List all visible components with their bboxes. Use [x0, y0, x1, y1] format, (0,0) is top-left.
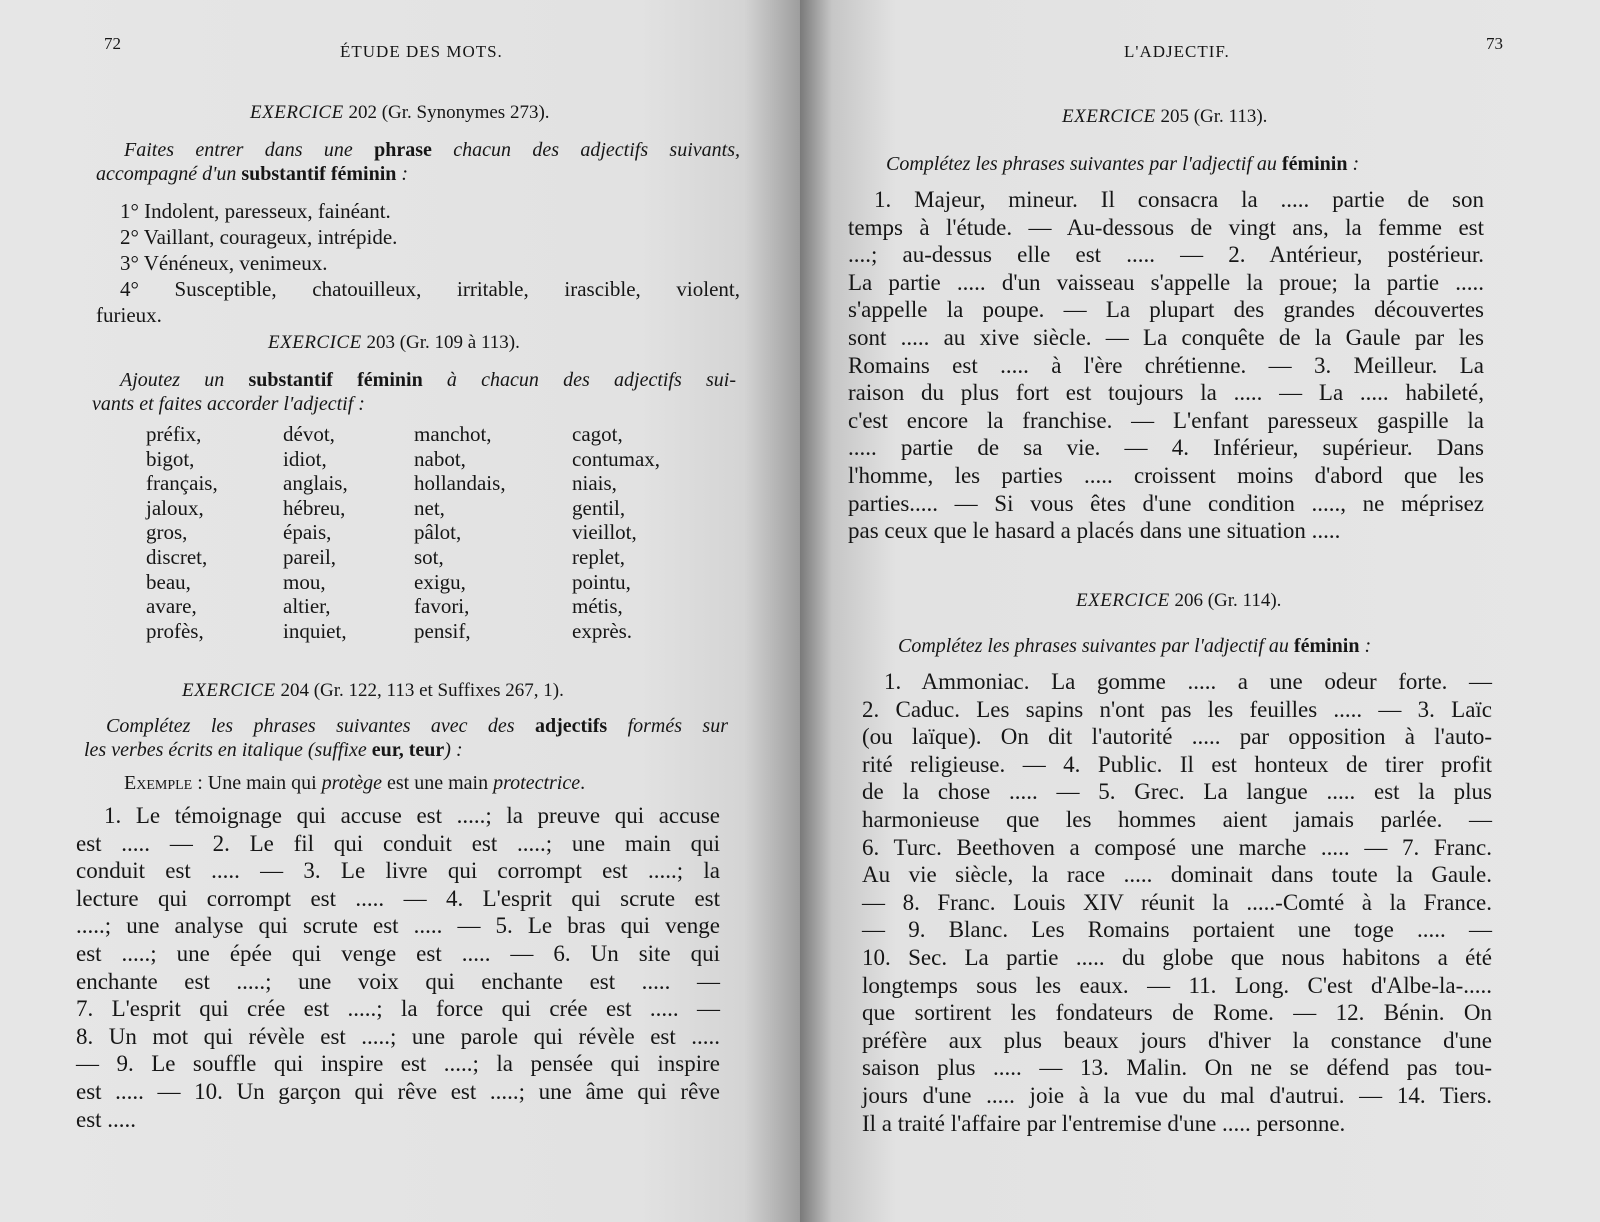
text-line: pas ceux que le hasard a placés dans une situation .....: [848, 518, 1341, 544]
list-item: furieux.: [96, 303, 162, 327]
word: hébreu,: [283, 495, 346, 520]
word: pâlot,: [414, 520, 462, 545]
word: niais,: [572, 471, 617, 496]
word: jaloux,: [146, 495, 204, 520]
exercise-205-passage: [848, 186, 1484, 545]
word: manchot,: [414, 422, 492, 446]
word: dévot,: [283, 422, 335, 446]
word: net,: [414, 495, 445, 520]
text-line: préfère aux plus beaux jours d'hiver la constance d'une: [862, 1027, 1492, 1053]
text-line: jours d'une ..... joie à la vue du mal d'autrui. — 14. Tiers.: [862, 1082, 1492, 1108]
list-item: 2° Vaillant, courageux, intrépide.: [120, 225, 398, 249]
adjective-word-table: [146, 422, 706, 652]
text-line: 1. Ammoniac. La gomme ..... a une odeur forte. —: [884, 669, 1492, 694]
text-line: s'appelle la poupe. — La plupart des grandes découvertes: [848, 297, 1484, 323]
word: contumax,: [572, 446, 661, 471]
text-line: rité religieuse. — 4. Public. Il est honteux de tirer profit: [862, 751, 1492, 777]
exercise-206-title: EXERCICE 206 (Gr. 114).: [1076, 590, 1282, 611]
text-line: 2. Caduc. Les sapins n'ont pas les feuilles ..... — 3. Laïc: [862, 696, 1492, 722]
text-line: harmonieuse que les hommes aient jamais parlée. —: [862, 806, 1492, 832]
right-page: [800, 0, 1600, 1222]
running-head: ÉTUDE DES MOTS.: [340, 42, 503, 61]
word: exigu,: [414, 569, 466, 594]
word: cagot,: [572, 422, 623, 446]
text-line: ..... partie de sa vie. — 4. Inférieur, supérieur. Dans: [848, 435, 1484, 461]
text-line: Il a traité l'affaire par l'entremise d'une ..... personne.: [862, 1110, 1346, 1136]
text-line: La partie ..... d'un vaisseau s'appelle la proue; la partie .....: [848, 269, 1484, 295]
word: préfix,: [146, 422, 202, 446]
exercise-203-instruction: Ajoutez un substantif féminin à chacun des adjectifs sui- vants et faites accorder l'adjectif :: [92, 369, 736, 415]
text-line: de la chose ..... — 5. Grec. La langue ..... est la plus: [862, 779, 1492, 805]
exercise-204-title: EXERCICE 204 (Gr. 122, 113 et Suffixes 267, 1).: [182, 680, 564, 701]
list-item: 1° Indolent, paresseux, fainéant.: [120, 199, 391, 223]
word: replet,: [572, 544, 626, 569]
word: pointu,: [572, 569, 631, 594]
word: mou,: [283, 569, 326, 594]
word-column-1: [146, 422, 286, 643]
word: hollandais,: [414, 471, 506, 496]
text-line: l'homme, les parties ..... croissent moins d'abord que les: [848, 462, 1484, 488]
text-line: longtemps sous les eaux. — 11. Long. C'est d'Albe-la-.....: [862, 972, 1492, 998]
exercise-205-instruction: Complétez les phrases suivantes par l'adjectif au féminin :: [886, 153, 1360, 175]
word: pensif,: [414, 618, 471, 643]
exercise-204-example: Exemple : Une main qui protège est une main protectrice.: [124, 772, 586, 794]
text-line: lecture qui corrompt est ..... — 4. L'esprit qui scrute est: [76, 885, 720, 911]
word: nabot,: [414, 446, 466, 471]
word: exprès.: [572, 618, 633, 643]
running-head: L'ADJECTIF.: [1124, 42, 1230, 61]
exercise-206-passage: [862, 668, 1492, 1137]
word-column-3: [414, 422, 554, 643]
list-item: 3° Vénéneux, venimeux.: [120, 251, 328, 275]
word: français,: [146, 471, 218, 496]
word: sot,: [414, 544, 444, 569]
text-line: temps à l'étude. — Au-dessous de vingt ans, la femme est: [848, 214, 1484, 240]
text-line: c'est encore la franchise. — L'enfant paresseux gaspille la: [848, 407, 1484, 433]
text-line: .....; une analyse qui scrute est ..... — 5. Le bras qui venge: [76, 913, 720, 939]
text-line: 7. L'esprit qui crée est .....; la force qui crée est ..... —: [76, 996, 720, 1022]
text-line: que sortirent les fondateurs de Rome. — 12. Bénin. On: [862, 1000, 1492, 1026]
word: bigot,: [146, 446, 195, 471]
text-line: est .....: [76, 1106, 137, 1132]
word: épais,: [283, 520, 332, 545]
word: pareil,: [283, 544, 337, 569]
text-line: 1. Le témoignage qui accuse est .....; la preuve qui accuse: [104, 803, 720, 828]
exercise-203-title: EXERCICE 203 (Gr. 109 à 113).: [268, 332, 520, 353]
exercise-202-title: EXERCICE 202 (Gr. Synonymes 273).: [250, 102, 550, 123]
text-line: — 8. Franc. Louis XIV réunit la .....-Comté à la France.: [862, 889, 1492, 915]
word: vieillot,: [572, 520, 637, 545]
text-line: enchante est .....; une voix qui enchante est ..... —: [76, 968, 720, 994]
word: anglais,: [283, 471, 348, 496]
text-line: raison du plus fort est toujours la ..... — La ..... habileté,: [848, 380, 1484, 406]
word: avare,: [146, 594, 197, 619]
text-line: parties..... — Si vous êtes d'une condition ....., ne méprisez: [848, 490, 1484, 516]
text-line: est ..... — 10. Un garçon qui rêve est .....; une âme qui rêve: [76, 1078, 720, 1104]
text-line: 6. Turc. Beethoven a composé une marche ..... — 7. Franc.: [862, 834, 1492, 860]
word: gentil,: [572, 495, 626, 520]
exercise-202-instruction: Faites entrer dans une phrase chacun des adjectifs suivants, accompagné d'un substantif féminin :: [96, 139, 740, 185]
exercise-204-passage: [76, 802, 720, 1133]
text-line: sont ..... au xive siècle. — La conquête de la Gaule par les: [848, 324, 1484, 350]
text-line: ....; au-dessus elle est ..... — 2. Antérieur, postérieur.: [848, 242, 1484, 268]
text-line: Romains est ..... à l'ère chrétienne. — 3. Meilleur. La: [848, 352, 1484, 378]
text-line: conduit est ..... — 3. Le livre qui corrompt est .....; la: [76, 858, 720, 884]
exercise-204-instruction: Complétez les phrases suivantes avec des adjectifs formés sur les verbes écrits en italique (suffixe eur, teur) :: [84, 715, 728, 761]
page-number: 72: [104, 34, 121, 53]
text-line: — 9. Le souffle qui inspire est .....; la pensée qui inspire: [76, 1051, 720, 1077]
text-line: 8. Un mot qui révèle est .....; une parole qui révèle est .....: [76, 1023, 720, 1049]
list-item: 4° Susceptible, chatouilleux, irritable, irascible, violent,: [120, 277, 740, 301]
text-line: est ..... — 2. Le fil qui conduit est .....; une main qui: [76, 830, 720, 856]
word-column-2: [283, 422, 423, 643]
word: discret,: [146, 544, 208, 569]
word: métis,: [572, 594, 623, 619]
text-line: est .....; une épée qui venge est ..... — 6. Un site qui: [76, 940, 720, 966]
page-number: 73: [1486, 34, 1503, 53]
text-line: (ou laïque). On dit l'autorité ..... par opposition à l'auto-: [862, 724, 1492, 750]
word-column-4: [572, 422, 712, 643]
word: altier,: [283, 594, 331, 619]
word: profès,: [146, 618, 204, 643]
word: idiot,: [283, 446, 327, 471]
exercise-202-items: [96, 198, 740, 328]
word: beau,: [146, 569, 191, 594]
exercise-205-title: EXERCICE 205 (Gr. 113).: [1062, 106, 1268, 127]
text-line: 1. Majeur, mineur. Il consacra la ..... partie de son: [874, 187, 1484, 212]
text-line: 10. Sec. La partie ..... du globe que nous habitons a été: [862, 944, 1492, 970]
word: inquiet,: [283, 618, 347, 643]
text-line: Au vie siècle, la race ..... dominait dans toute la Gaule.: [862, 862, 1492, 888]
text-line: — 9. Blanc. Les Romains portaient une toge ..... —: [862, 917, 1492, 943]
exercise-206-instruction: Complétez les phrases suivantes par l'adjectif au féminin :: [898, 635, 1372, 657]
word: gros,: [146, 520, 188, 545]
word: favori,: [414, 594, 470, 619]
text-line: saison plus ..... — 13. Malin. On ne se défend pas tou-: [862, 1055, 1492, 1081]
